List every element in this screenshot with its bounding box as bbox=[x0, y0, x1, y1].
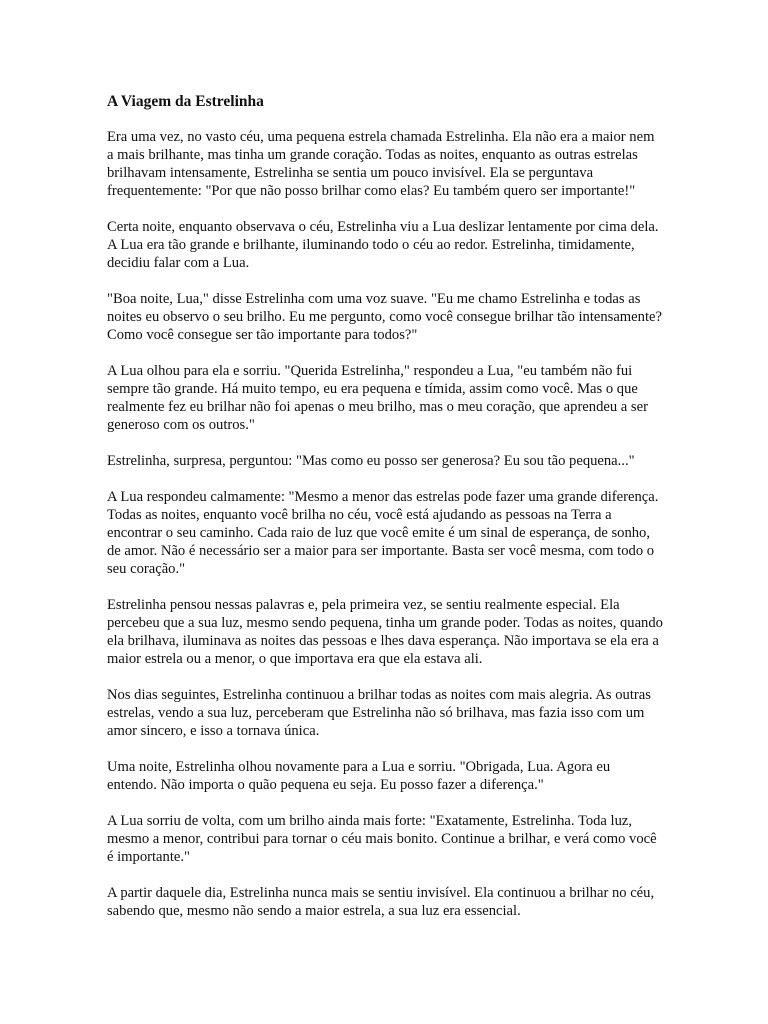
document-page bbox=[107, 92, 663, 938]
paragraph: A Lua sorriu de volta, com um brilho ainda mais forte: "Exatamente, Estrelinha. Toda luz, mesmo a menor, contribui para tornar o céu mais bonito. Continue a brilhar, e verá como você é importante." bbox=[107, 813, 657, 865]
paragraph: A partir daquele dia, Estrelinha nunca mais se sentiu invisível. Ela continuou a brilhar no céu, sabendo que, mesmo não sendo a maior estrela, a sua luz era essencial. bbox=[107, 885, 655, 919]
paragraph: Estrelinha, surpresa, perguntou: "Mas como eu posso ser generosa? Eu sou tão pequena..." bbox=[107, 453, 635, 469]
paragraph: Era uma vez, no vasto céu, uma pequena estrela chamada Estrelinha. Ela não era a maior nem a mais brilhante, mas tinha um grande coração. Todas as noites, enquanto as outras estrelas brilhavam intensamente, Estrelinha se sentia um pouco invisível. Ela se perguntava frequentemente: "Por que não posso brilhar como elas? Eu também quero ser importante!" bbox=[107, 129, 655, 199]
document-title: A Viagem da Estrelinha bbox=[107, 93, 264, 110]
paragraph: A Lua respondeu calmamente: "Mesmo a menor das estrelas pode fazer uma grande diferença. Todas as noites, enquanto você brilha no céu, você está ajudando as pessoas na Terra a encontrar o seu caminho. Cada raio de luz que você emite é um sinal de esperança, de sonho, de amor. Não é necessário ser a maior para ser importante. Basta ser você mesma, com todo o seu coração." bbox=[107, 489, 659, 577]
paragraph: Estrelinha pensou nessas palavras e, pela primeira vez, se sentiu realmente especial. Ela percebeu que a sua luz, mesmo sendo pequena, tinha um grande poder. Todas as noites, quando ela brilhava, iluminava as noites das pessoas e lhes dava esperança. Não importava se ela era a maior estrela ou a menor, o que importava era que ela estava ali. bbox=[107, 597, 663, 667]
paragraph: Uma noite, Estrelinha olhou novamente para a Lua e sorriu. "Obrigada, Lua. Agora eu entendo. Não importa o quão pequena eu seja. Eu posso fazer a diferença." bbox=[107, 759, 611, 793]
paragraph: Certa noite, enquanto observava o céu, Estrelinha viu a Lua deslizar lentamente por cima dela. A Lua era tão grande e brilhante, iluminando todo o céu ao redor. Estrelinha, timidamente, decidiu falar com a Lua. bbox=[107, 219, 659, 271]
paragraph: "Boa noite, Lua," disse Estrelinha com uma voz suave. "Eu me chamo Estrelinha e todas as noites eu observo o seu brilho. Eu me pergunto, como você consegue brilhar tão intensamente? Como você consegue ser tão importante para todos?" bbox=[107, 291, 662, 343]
paragraph: A Lua olhou para ela e sorriu. "Querida Estrelinha," respondeu a Lua, "eu também não fui sempre tão grande. Há muito tempo, eu era pequena e tímida, assim como você. Mas o que realmente fez eu brilhar não foi apenas o meu brilho, mas o meu coração, que aprendeu a ser generoso com os outros." bbox=[107, 363, 648, 433]
paragraph: Nos dias seguintes, Estrelinha continuou a brilhar todas as noites com mais alegria. As outras estrelas, vendo a sua luz, perceberam que Estrelinha não só brilhava, mas fazia isso com um amor sincero, e isso a tornava única. bbox=[107, 687, 651, 739]
